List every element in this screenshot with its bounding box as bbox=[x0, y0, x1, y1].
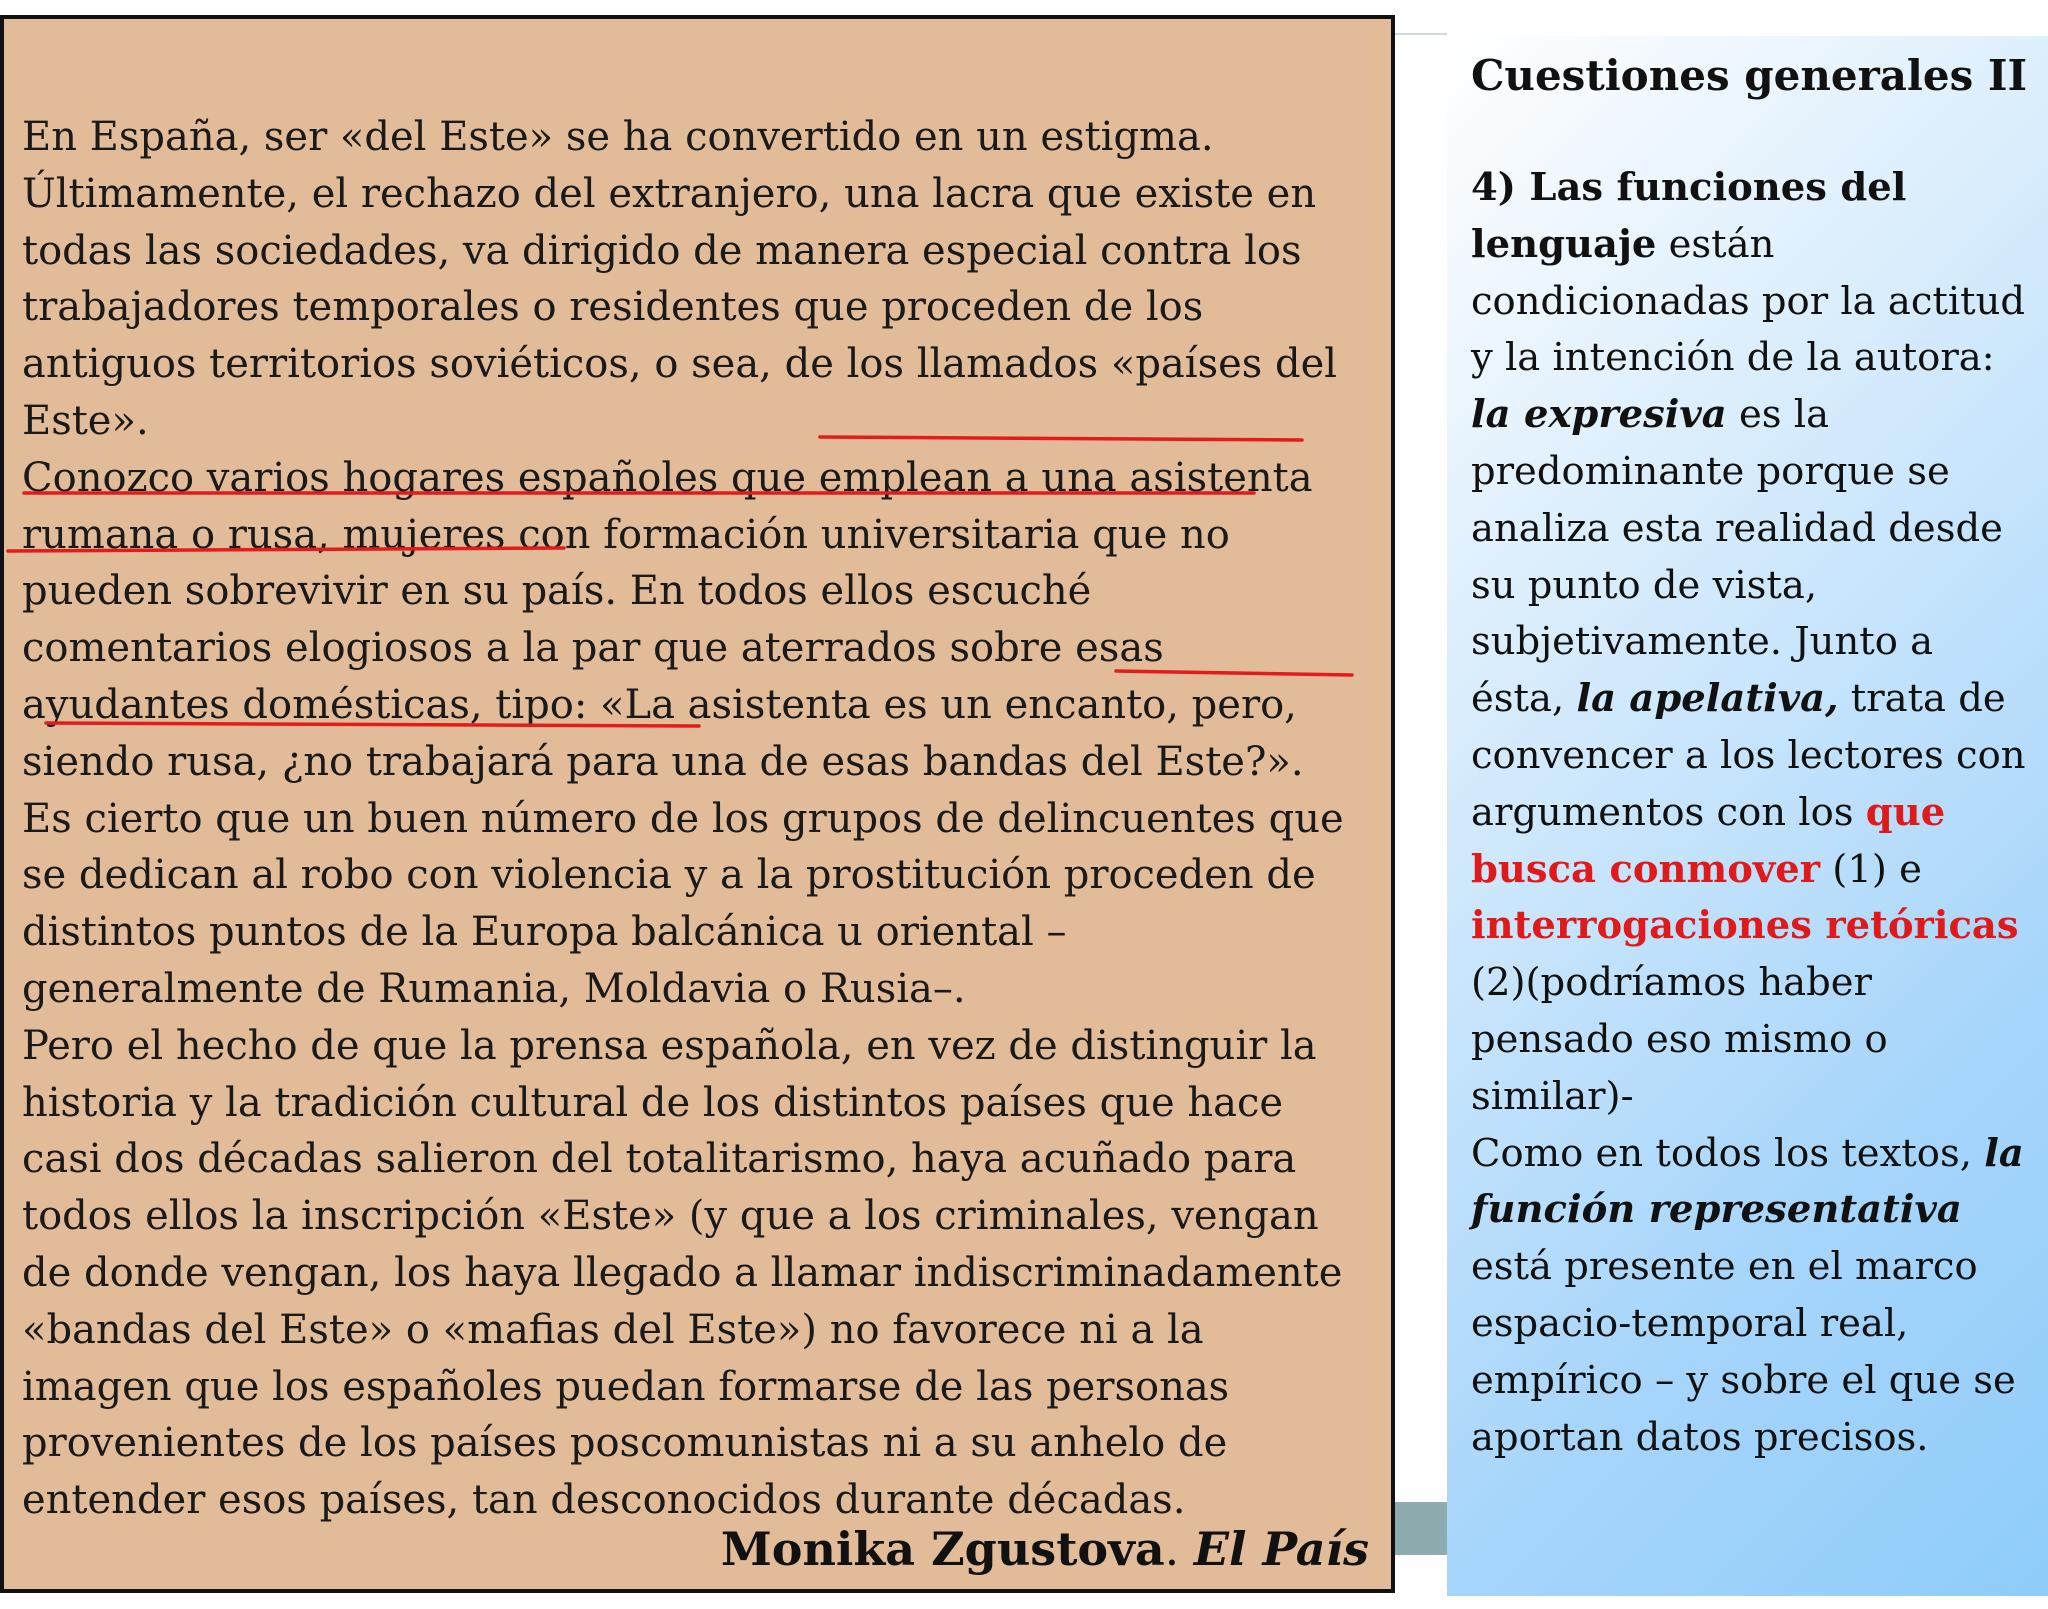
article-paragraph-3: Pero el hecho de que la prensa española, en vez de distinguir la historia y la tradición cultural de los distintos países que hace casi dos décadas salieron del totalitarismo, haya acuñado para todos ellos la inscripción «Este» (y que a los criminales, vengan de donde vengan, los haya llegado a llamar indiscriminadamente «bandas del Este» o «mafias del Este») no favorece ni a la imagen que los españoles puedan formarse de las personas provenientes de los países poscomunistas ni a su anhelo de entender esos países, tan desconocidos durante décadas. bbox=[22, 1022, 1343, 1524]
expresiva-term: la expresiva bbox=[1471, 392, 1727, 438]
decorative-strip bbox=[1395, 1502, 1447, 1555]
panel-text-1: están condicionadas por la actitud y la intención de la autora: bbox=[1471, 221, 2026, 381]
functions-heading: 4) Las funciones del lenguaje bbox=[1471, 165, 1907, 267]
article-box bbox=[0, 15, 1395, 1593]
panel-body bbox=[1471, 160, 2030, 1466]
article-signature bbox=[721, 1521, 1369, 1577]
panel-text-3: trata de convencer a los lectores con argumentos con los bbox=[1471, 676, 2026, 835]
article-paragraph-1: En España, ser «del Este» se ha convertido en un estigma. Últimamente, el rechazo del extranjero, una lacra que existe en todas las sociedades, va dirigido de manera especial contra los trabajadores temporales o residentes que proceden de los antiguos territorios soviéticos, o sea, de los llamados «países del Este». bbox=[22, 114, 1338, 444]
apelativa-term: la apelativa, bbox=[1576, 676, 1839, 722]
panel-text-4: (1) e bbox=[1820, 846, 1922, 892]
panel-text-7: está presente en el marco espacio-temporal real, empírico – y sobre el que se aportan datos precisos. bbox=[1471, 1244, 2016, 1460]
article-text bbox=[22, 109, 1387, 1529]
article-paragraph-2: Conozco varios hogares españoles que emplean a una asistenta rumana o rusa, mujeres con formación universitaria que no pueden sobrevivir en su país. En todos ellos escuché comentarios elogiosos a la par que aterrados sobre esas ayudantes domésticas, tipo: «La asistenta es un encanto, pero, siendo rusa, ¿no trabajará para una de esas bandas del Este?». Es cierto que un buen número de los grupos de delincuentes que se dedican al robo con violencia y a la prostitución proceden de distintos puntos de la Europa balcánica u oriental – generalmente de Rumania, Moldavia o Rusia–. bbox=[22, 454, 1344, 1012]
divider-line bbox=[1395, 33, 1447, 35]
panel-text-5: (2)(podríamos haber pensado eso mismo o similar)- bbox=[1471, 960, 1888, 1119]
highlight-interrogaciones: interrogaciones retóricas bbox=[1471, 903, 2019, 949]
questions-panel bbox=[1447, 36, 2048, 1596]
panel-text-6: Como en todos los textos, bbox=[1471, 1130, 1985, 1176]
highlight-conmover: que busca conmover bbox=[1471, 789, 1946, 892]
signature-author: Monika Zgustova bbox=[720, 1522, 1165, 1576]
panel-title: Cuestiones generales II bbox=[1471, 51, 2028, 100]
panel-text-2: es la predominante porque se analiza esta realidad desde su punto de vista, subjetivamente. Junto a ésta, bbox=[1471, 392, 2003, 722]
signature-separator: . bbox=[1164, 1522, 1194, 1576]
representativa-term: la función representativa bbox=[1471, 1130, 2024, 1233]
signature-source: El País bbox=[1193, 1522, 1369, 1576]
